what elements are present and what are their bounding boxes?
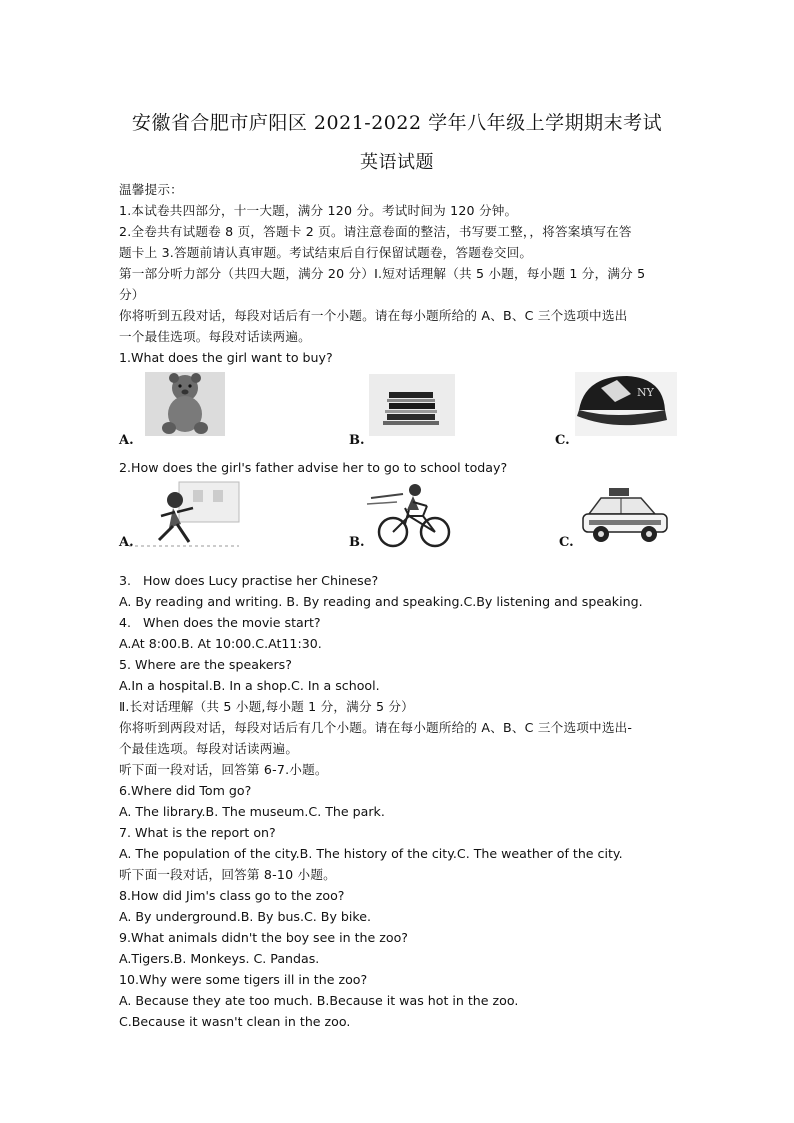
taxi-icon	[559, 480, 679, 552]
instruction1-b: 一个最佳选项。每段对话读两遍。	[119, 329, 311, 344]
part1-heading-a: 第一部分听力部分（共四大题，满分 20 分）I.短对话理解（共 5 小题，每小题 1 分，满分 5	[119, 266, 646, 281]
question-1: 1.What does the girl want to buy?	[119, 350, 333, 365]
option-b-label: B.	[349, 433, 365, 448]
notice-line-2a: 2.全卷共有试题卷 8 页，答题卡 2 页。请注意卷面的整洁，书写要工整，，将答案填写在答	[119, 224, 632, 239]
teddy-bear-icon	[119, 370, 229, 440]
notice-line-2b: 题卡上 3.答题前请认真审题。考试结束后自行保留试题卷，答题卷交回。	[119, 245, 533, 260]
question-2: 2.How does the girl's father advise her to go to school today?	[119, 460, 508, 475]
option-b	[349, 370, 459, 450]
question-9: 9.What animals didn't the boy see in the zoo?	[119, 930, 408, 945]
walking-icon	[119, 480, 249, 550]
question-3: 3. How does Lucy practise her Chinese?	[119, 573, 379, 588]
question-8: 8.How did Jim's class go to the zoo?	[119, 888, 345, 903]
books-icon	[349, 370, 459, 440]
question-9-options: A.Tigers.B. Monkeys. C. Pandas.	[119, 951, 320, 966]
question-10: 10.Why were some tigers ill in the zoo?	[119, 972, 368, 987]
option-c-label: C.	[555, 433, 570, 448]
question-1-options	[119, 370, 679, 453]
part2-heading: Ⅱ.长对话理解（共 5 小题,每小题 1 分，满分 5 分）	[119, 699, 414, 714]
question-7: 7. What is the report on?	[119, 825, 276, 840]
cap-icon	[555, 370, 679, 440]
instruction2-a: 你将听到两段对话，每段对话后有几个小题。请在每小题所给的 A、B、C 三个选项中选出-	[119, 720, 633, 735]
question-4: 4. When does the movie start?	[119, 615, 321, 630]
question-5: 5. Where are the speakers?	[119, 657, 292, 672]
svg-text:NY: NY	[637, 386, 654, 399]
instruction1-a: 你将听到五段对话，每段对话后有一个小题。请在每小题所给的 A、B、C 三个选项中选出	[119, 308, 628, 323]
question-8-options: A. By underground.B. By bus.C. By bike.	[119, 909, 371, 924]
question-4-options: A.At 8:00.B. At 10:00.C.At11:30.	[119, 636, 322, 651]
option-c	[555, 370, 679, 450]
question-10-options-b: C.Because it wasn't clean in the zoo.	[119, 1014, 351, 1029]
exam-title: 安徽省合肥市庐阳区 2021-2022 学年八年级上学期期末考试	[131, 112, 663, 134]
question-10-options-a: A. Because they ate too much. B.Because it was hot in the zoo.	[119, 993, 519, 1008]
option-c-label: C.	[559, 535, 574, 550]
option-b-label: B.	[349, 535, 365, 550]
exam-body	[119, 179, 679, 1032]
notice-heading: 温馨提示：	[119, 182, 183, 197]
option-b	[349, 480, 479, 564]
instruction2-b: 个最佳选项。每段对话读两遍。	[119, 741, 299, 756]
question-3-options: A. By reading and writing. B. By reading and speaking.C.By listening and speaking.	[119, 594, 643, 609]
dialog-1-heading: 听下面一段对话，回答第 6-7.小题。	[119, 762, 328, 777]
exam-subtitle: 英语试题	[360, 152, 434, 173]
bike-icon	[349, 480, 479, 552]
option-a	[119, 480, 249, 564]
option-a-label: A.	[119, 535, 134, 550]
option-a	[119, 370, 229, 450]
question-7-options: A. The population of the city.B. The history of the city.C. The weather of the city.	[119, 846, 623, 861]
option-c	[559, 480, 679, 564]
notice-line-1: 1.本试卷共四部分，十一大题，满分 120 分。考试时间为 120 分钟。	[119, 203, 518, 218]
question-6-options: A. The library.B. The museum.C. The park.	[119, 804, 385, 819]
question-5-options: A.In a hospital.B. In a shop.C. In a school.	[119, 678, 380, 693]
dialog-2-heading: 听下面一段对话，回答第 8-10 小题。	[119, 867, 336, 882]
option-a-label: A.	[119, 433, 134, 448]
question-6: 6.Where did Tom go?	[119, 783, 252, 798]
part1-heading-b: 分）	[119, 287, 145, 302]
question-2-options	[119, 480, 679, 566]
